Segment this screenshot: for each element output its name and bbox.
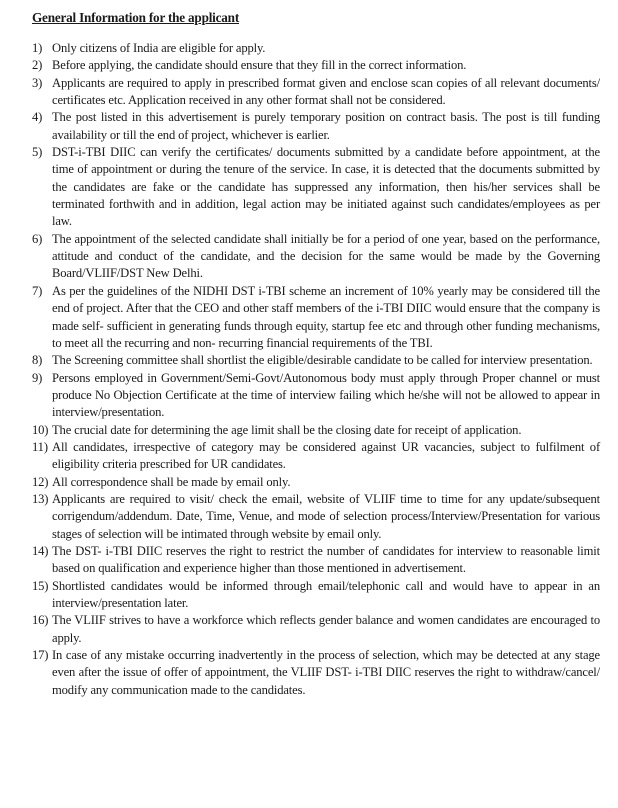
item-text: Persons employed in Government/Semi-Govt/Autonomous body must apply through Proper channel or must produce No Objection Certificate at the time of interview failing which he/she will not be allowed to appear in interview/presentation. (52, 370, 600, 420)
list-item (32, 370, 600, 422)
item-number: 15) (32, 578, 49, 593)
list-item (32, 352, 600, 369)
item-number: 9) (32, 370, 43, 385)
item-text: The crucial date for determining the age limit shall be the closing date for receipt of application. (52, 422, 522, 437)
item-text: All correspondence shall be made by email only. (52, 474, 291, 489)
list-item (32, 578, 600, 613)
list-item (32, 144, 600, 231)
item-number: 7) (32, 283, 43, 298)
item-text: As per the guidelines of the NIDHI DST i-TBI scheme an increment of 10% yearly may be considered till the end of project. After that the CEO and other staff members of the i-TBI DIIC would ensure that the company is made self- sufficient in generating funds through equity, startup fee etc and through other funding mechanisms, to meet all the recurring and non- recurring financial requirements of the TBI. (52, 283, 600, 350)
item-text: The appointment of the selected candidate shall initially be for a period of one year, based on the performance, attitude and conduct of the candidate, and the decision for the same would be made by the Governing Board/VLIIF/DST New Delhi. (52, 231, 600, 281)
item-number: 13) (32, 491, 49, 506)
item-number: 1) (32, 41, 43, 55)
list-item (32, 40, 600, 57)
item-text: Only citizens of India are eligible for apply. (52, 41, 266, 55)
list-item (32, 422, 600, 439)
item-text: In case of any mistake occurring inadvertently in the process of selection, which may be detected at any stage even after the issue of offer of appointment, the VLIIF DST- i-TBI DIIC reserves the right to withdraw/cancel/ modify any communication made to the candidates. (52, 648, 600, 697)
item-text: DST-i-TBI DIIC can verify the certificates/ documents submitted by a candidate before appointment, at the time of appointment or during the tenure of the service. In case, it is detected that the documents submitted by the candidates are fake or the candidate has suppressed any information, then his/her services shall be terminated forthwith and in addition, legal action may be initiated against such candidates/employees as per law. (52, 145, 600, 229)
item-number: 8) (32, 353, 43, 368)
item-number: 16) (32, 613, 49, 628)
list-item (32, 439, 600, 474)
information-list (32, 40, 600, 699)
item-number: 10) (32, 422, 49, 437)
item-text: The VLIIF strives to have a workforce which reflects gender balance and women candidates are encouraged to apply. (52, 613, 600, 645)
item-text: The DST- i-TBI DIIC reserves the right to restrict the number of candidates for interview to reasonable limit based on qualification and experience higher than those mentioned in advertisement. (52, 543, 600, 576)
list-item (32, 647, 600, 699)
item-number: 4) (32, 110, 43, 125)
list-item (32, 612, 600, 647)
list-item (32, 491, 600, 543)
item-number: 2) (32, 58, 43, 73)
list-item (32, 109, 600, 144)
list-item (32, 231, 600, 283)
list-item (32, 57, 600, 74)
item-text: All candidates, irrespective of category may be considered against UR vacancies, subject to fulfilment of eligibility criteria prescribed for UR candidates. (52, 439, 600, 472)
item-text: The Screening committee shall shortlist the eligible/desirable candidate to be called for interview presentation. (52, 353, 593, 368)
item-number: 11) (32, 439, 48, 454)
list-item (32, 474, 600, 491)
list-item (32, 283, 600, 352)
item-number: 17) (32, 648, 49, 663)
item-number: 3) (32, 75, 43, 90)
page-title: General Information for the applicant (32, 10, 240, 25)
item-text: Before applying, the candidate should ensure that they fill in the correct information. (52, 58, 467, 73)
item-number: 5) (32, 145, 43, 160)
list-item (32, 543, 600, 578)
item-text: Applicants are required to apply in prescribed format given and enclose scan copies of all relevant documents/ certificates etc. Application received in any other format shall not be considered. (52, 75, 600, 108)
item-number: 14) (32, 543, 49, 558)
item-number: 12) (32, 474, 49, 489)
list-item (32, 75, 600, 110)
item-text: Shortlisted candidates would be informed through email/telephonic call and would have to appear in an interview/presentation later. (52, 578, 600, 610)
item-number: 6) (32, 231, 43, 246)
item-text: The post listed in this advertisement is purely temporary position on contract basis. The post is till funding availability or till the end of project, whichever is earlier. (52, 110, 600, 142)
item-text: Applicants are required to visit/ check the email, website of VLIIF time to time for any update/subsequent corrigendum/addendum. Date, Time, Venue, and mode of selection process/Interview/Presentation for various stages of selection will be intimated through website by email only. (52, 491, 600, 541)
